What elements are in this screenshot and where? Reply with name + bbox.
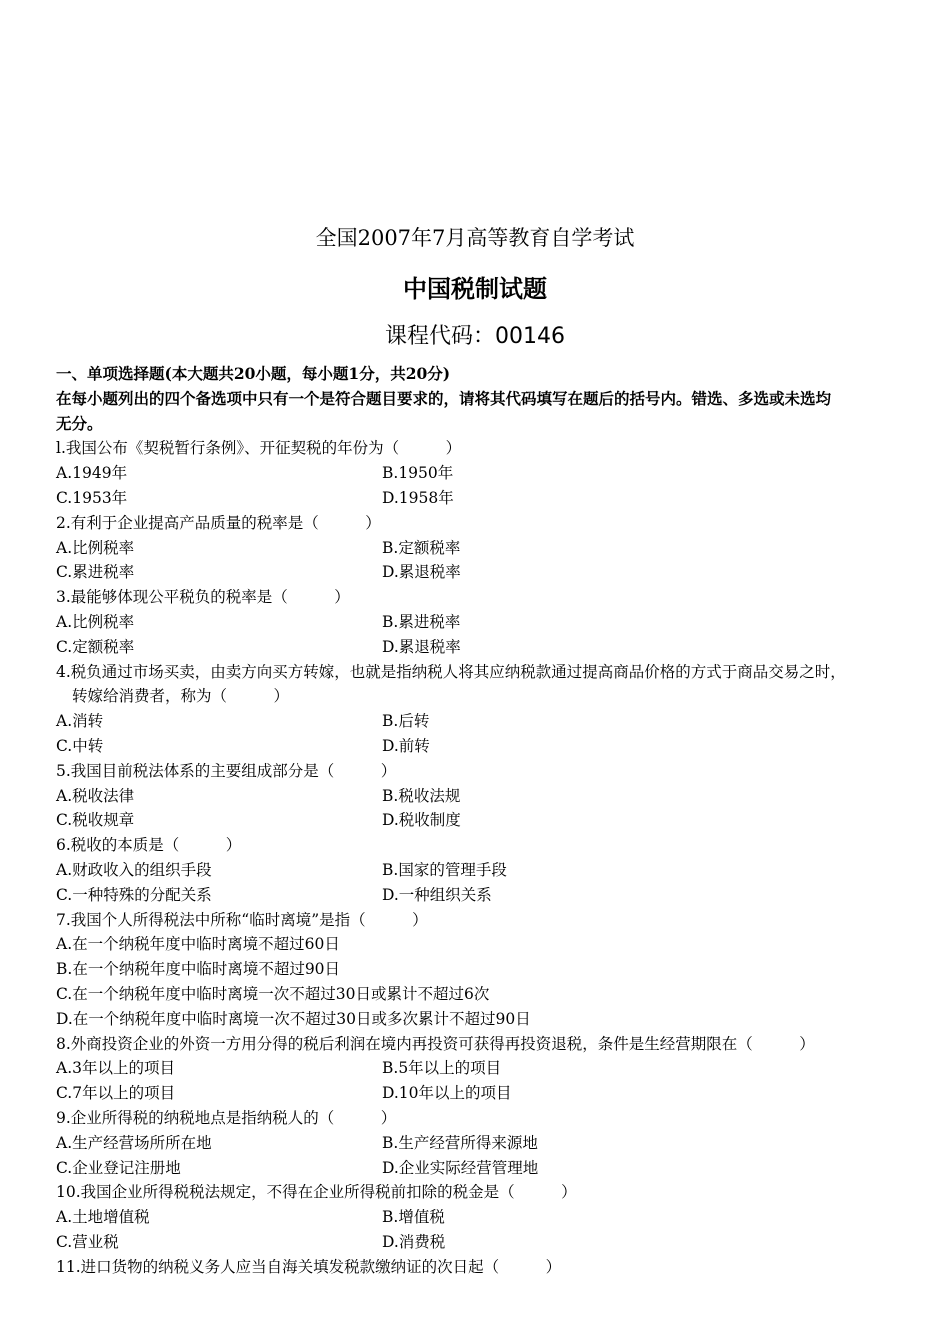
question-2-stem: 2.有利于企业提高产品质量的税率是（ ） <box>56 513 381 532</box>
subject-title: 中国税制试题 <box>403 275 547 303</box>
question-4-stem-line1: 4.税负通过市场买卖，由卖方向买方转嫁，也就是指纳税人将其应纳税款通过提高商品价格的方式于商品交易之时， <box>56 662 846 681</box>
option-b: B.生产经营所得来源地 <box>382 1133 538 1152</box>
question-4-options-row1 <box>56 709 916 734</box>
option-b: B.5年以上的项目 <box>382 1059 502 1078</box>
option-b: B.后转 <box>382 712 430 731</box>
option-d: D.10年以上的项目 <box>382 1084 512 1103</box>
option-b: B.税收法规 <box>382 786 461 805</box>
option-a: A.财政收入的组织手段 <box>56 860 212 879</box>
question-1-stem: l.我国公布《契税暂行条例》、开征契税的年份为（ ） <box>56 439 462 458</box>
option-b: B.定额税率 <box>382 538 461 557</box>
option-d: D.前转 <box>382 736 430 755</box>
question-2-options-row2 <box>56 560 916 585</box>
question-3-stem: 3.最能够体现公平税负的税率是（ ） <box>56 588 350 607</box>
option-d: D.在一个纳税年度中临时离境一次不超过30日或多次累计不超过90日 <box>56 1009 531 1028</box>
question-10-stem: 10.我国企业所得税税法规定，不得在企业所得税前扣除的税金是（ ） <box>56 1183 577 1202</box>
question-10-options-row1 <box>56 1205 916 1230</box>
question-1-options-row1 <box>56 461 916 486</box>
option-d: D.累退税率 <box>382 563 461 582</box>
option-a: A.1949年 <box>56 464 128 483</box>
question-6-options-row1 <box>56 858 916 883</box>
option-c: C.一种特殊的分配关系 <box>56 885 212 904</box>
option-a: A.生产经营场所所在地 <box>56 1133 212 1152</box>
option-b: B.累进税率 <box>382 612 461 631</box>
question-8-options-row2 <box>56 1081 916 1106</box>
question-3-options-row1 <box>56 610 916 635</box>
option-d: D.累退税率 <box>382 637 461 656</box>
option-c: C.累进税率 <box>56 563 135 582</box>
question-8-options-row1 <box>56 1056 916 1081</box>
option-b: B.国家的管理手段 <box>382 860 507 879</box>
option-d: D.一种组织关系 <box>382 885 492 904</box>
option-b: B.在一个纳税年度中临时离境不超过90日 <box>56 960 341 979</box>
option-a: A.土地增值税 <box>56 1208 150 1227</box>
option-c: C.企业登记注册地 <box>56 1158 181 1177</box>
option-d: D.1958年 <box>382 488 454 507</box>
section-instruction-line1: 在每小题列出的四个备选项中只有一个是符合题目要求的，请将其代码填写在题后的括号内。错选、多选或未选均 <box>56 388 832 408</box>
question-5-stem: 5.我国目前税法体系的主要组成部分是（ ） <box>56 761 397 780</box>
question-5-options-row1 <box>56 784 916 809</box>
option-a: A.比例税率 <box>56 538 135 557</box>
option-a: A.比例税率 <box>56 612 135 631</box>
question-5-options-row2 <box>56 808 916 833</box>
option-c: C.营业税 <box>56 1232 119 1251</box>
question-4-stem-line2: 转嫁给消费者，称为（ ） <box>72 687 290 706</box>
question-4-options-row2 <box>56 734 916 759</box>
section-heading: 一、单项选择题(本大题共20小题，每小题1分，共20分) <box>56 364 451 383</box>
option-a: A.3年以上的项目 <box>56 1059 175 1078</box>
section-instruction-line2: 无分。 <box>56 413 103 433</box>
question-2-options-row1 <box>56 536 916 561</box>
question-7-stem: 7.我国个人所得税法中所称“临时离境”是指（ ） <box>56 910 428 929</box>
question-6-stem: 6.税收的本质是（ ） <box>56 836 242 855</box>
question-9-options-row1 <box>56 1131 916 1156</box>
question-section <box>56 362 916 1279</box>
option-a: A.消转 <box>56 712 104 731</box>
option-c: C.中转 <box>56 736 104 755</box>
question-8-stem: 8.外商投资企业的外资一方用分得的税后利润在境内再投资可获得再投资退税，条件是生经营期限在（ ） <box>56 1034 815 1053</box>
option-c: C.在一个纳税年度中临时离境一次不超过30日或累计不超过6次 <box>56 984 490 1003</box>
option-d: D.税收制度 <box>382 811 461 830</box>
option-c: C.1953年 <box>56 488 128 507</box>
exam-title: 全国2007年7月高等教育自学考试 <box>315 226 635 250</box>
question-1-options-row2 <box>56 486 916 511</box>
option-c: C.定额税率 <box>56 637 135 656</box>
option-d: D.企业实际经营管理地 <box>382 1158 539 1177</box>
question-11-stem: 11.进口货物的纳税义务人应当自海关填发税款缴纳证的次日起（ ） <box>56 1257 562 1276</box>
question-9-stem: 9.企业所得税的纳税地点是指纳税人的（ ） <box>56 1108 397 1127</box>
option-b: B.1950年 <box>382 464 454 483</box>
option-b: B.增值税 <box>382 1208 445 1227</box>
option-c: C.7年以上的项目 <box>56 1084 176 1103</box>
question-3-options-row2 <box>56 635 916 660</box>
question-6-options-row2 <box>56 883 916 908</box>
option-a: A.税收法律 <box>56 786 135 805</box>
course-code: 课程代码：00146 <box>385 324 565 349</box>
option-c: C.税收规章 <box>56 811 135 830</box>
option-d: D.消费税 <box>382 1232 446 1251</box>
question-9-options-row2 <box>56 1156 916 1181</box>
option-a: A.在一个纳税年度中临时离境不超过60日 <box>56 935 340 954</box>
question-10-options-row2 <box>56 1230 916 1255</box>
